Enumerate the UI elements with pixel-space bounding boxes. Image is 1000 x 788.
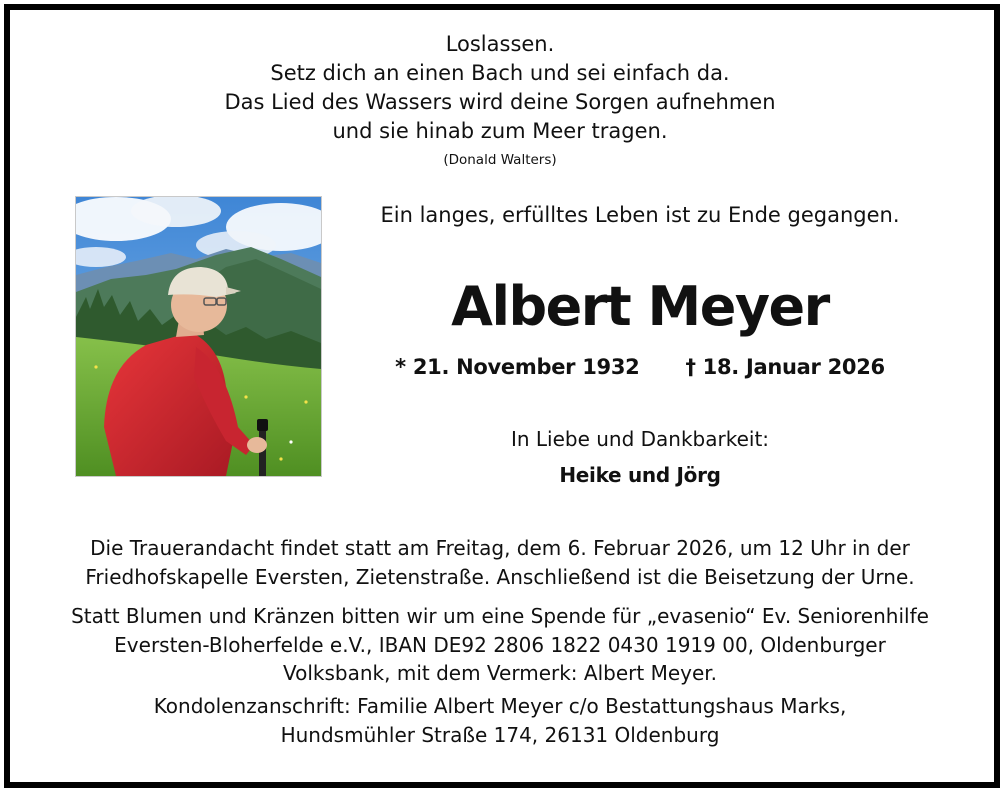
- portrait-photo: [75, 196, 322, 477]
- poem-line: Setz dich an einen Bach und sei einfach da.: [270, 61, 730, 85]
- life-dates: [360, 352, 920, 382]
- service-line: Die Trauerandacht findet statt am Freitag, dem 6. Februar 2026, um 12 Uhr in der: [90, 536, 910, 560]
- condolence-line: Kondolenzanschrift: Familie Albert Meyer c/o Bestattungshaus Marks,: [153, 694, 847, 718]
- donation-line: Volksbank, mit dem Vermerk: Albert Meyer.: [282, 661, 718, 685]
- poem-line: Das Lied des Wassers wird deine Sorgen aufnehmen: [224, 90, 776, 114]
- birth-date: * 21. November 1932: [395, 355, 640, 379]
- poem: [0, 30, 1000, 172]
- family-names: Heike und Jörg: [559, 463, 721, 487]
- service-info: [0, 534, 1000, 591]
- service-line: Friedhofskapelle Eversten, Zietenstraße. Anschließend ist die Beisetzung der Urne.: [85, 564, 915, 589]
- poem-line: und sie hinab zum Meer tragen.: [332, 119, 668, 143]
- donation-line: Statt Blumen und Kränzen bitten wir um eine Spende für „evasenio“ Ev. Seniorenhilfe: [71, 604, 929, 628]
- condolence-line: Hundsmühler Straße 174, 26131 Oldenburg: [280, 722, 720, 747]
- poem-line: Loslassen.: [445, 32, 555, 56]
- donation-line: Eversten-Bloherfelde e.V., IBAN DE92 2806 1822 0430 1919 00, Oldenburger: [114, 632, 886, 657]
- donation-info: [0, 602, 1000, 688]
- death-date: † 18. Januar 2026: [685, 355, 885, 379]
- deceased-name: Albert Meyer: [451, 275, 829, 338]
- poem-author: (Donald Walters): [443, 152, 557, 168]
- intro-text: Ein langes, erfülltes Leben ist zu Ende gegangen.: [380, 203, 900, 227]
- thanks-text: In Liebe und Dankbarkeit:: [510, 427, 770, 451]
- condolence-address: [0, 692, 1000, 749]
